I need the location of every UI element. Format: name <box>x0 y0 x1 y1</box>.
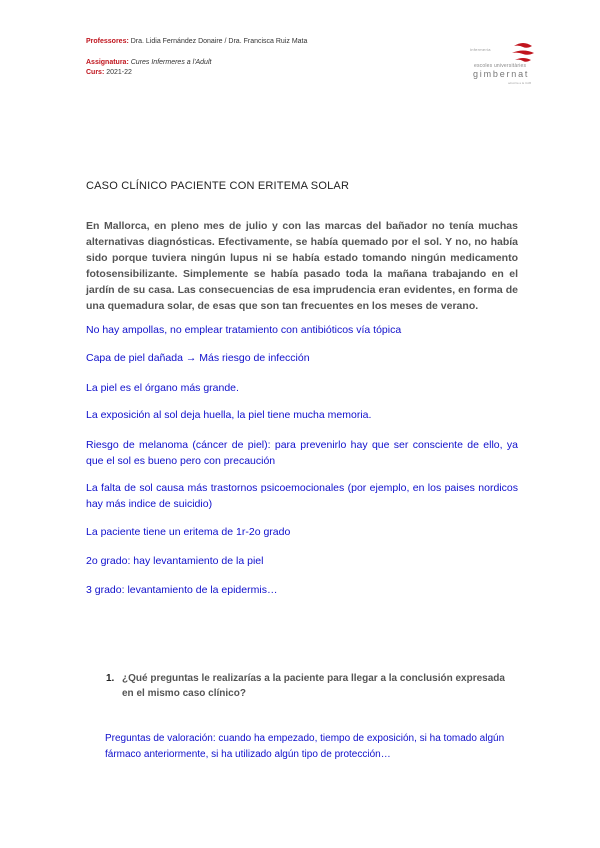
subject-label: Assignatura: <box>86 59 129 66</box>
note-2: Capa de piel dañada → Más riesgo de infección <box>86 352 310 364</box>
logo-tiny-text: adscrita a la UAB <box>508 81 532 85</box>
note-6: La falta de sol causa más trastornos psicoemocionales (por ejemplo, en los paises nordicos hay más indice de suicidio) <box>86 482 518 510</box>
header-subject <box>86 58 211 67</box>
professors-label: Professores: <box>86 38 129 45</box>
note-8: 2o grado: hay levantamiento de la piel <box>86 555 264 567</box>
note-1: No hay ampollas, no emplear tratamiento con antibióticos vía tópica <box>86 324 402 336</box>
note-4: La exposición al sol deja huella, la piel tiene mucha memoria. <box>86 409 372 421</box>
page-title: CASO CLÍNICO PACIENTE CON ERITEMA SOLAR <box>86 180 350 192</box>
logo-mid-text: escoles universitàries <box>474 63 527 69</box>
intro-paragraph: En Mallorca, en pleno mes de julio y con las marcas del bañador no tenía muchas alternativas diagnósticas. Efectivamente, se había quemado por el sol. Y no, no había sido porque tuviera ningún lupus ni se había estado tomando ningún medicamento fotosensibilizante. Simplemente se había pasado toda la mañana trabajando en el jardín de su casa. Las consecuencias de esa imprudencia eran evidentes, en forma de una quemadura solar, de esas que son tan frecuentes en los meses de verano. <box>86 220 518 312</box>
logo-top-text: infermeria <box>470 47 491 52</box>
note-3: La piel es el órgano más grande. <box>86 382 239 394</box>
note-7: La paciente tiene un eritema de 1r-2o grado <box>86 526 291 538</box>
question-text: ¿Qué preguntas le realizarías a la paciente para llegar a la conclusión expresada en el mismo caso clínico? <box>122 673 505 699</box>
course-value: 2021-22 <box>106 69 132 76</box>
gimbernat-logo <box>470 42 540 88</box>
question-number: 1. <box>106 673 115 684</box>
answer-1: Preguntas de valoración: cuando ha empezado, tiempo de exposición, si ha tomado algún fármaco anteriormente, si ha utilizado algún tipo de protección… <box>105 733 505 760</box>
course-label: Curs: <box>86 69 105 76</box>
professors-value: Dra. Lidia Fernández Donaire / Dra. Francisca Ruiz Mata <box>130 38 308 45</box>
header-professors <box>86 37 307 46</box>
question-1 <box>106 671 516 701</box>
subject-value: Cures Infermeres a l'Adult <box>130 59 212 66</box>
header-course <box>86 68 132 77</box>
note-9: 3 grado: levantamiento de la epidermis… <box>86 584 278 596</box>
gimbernat-emblem-icon <box>510 42 536 64</box>
note-5: Riesgo de melanoma (cáncer de piel): para prevenirlo hay que ser consciente de ello, ya que el sol es bueno pero con precaución <box>86 439 518 467</box>
logo-big-text: gimbernat <box>473 69 530 79</box>
